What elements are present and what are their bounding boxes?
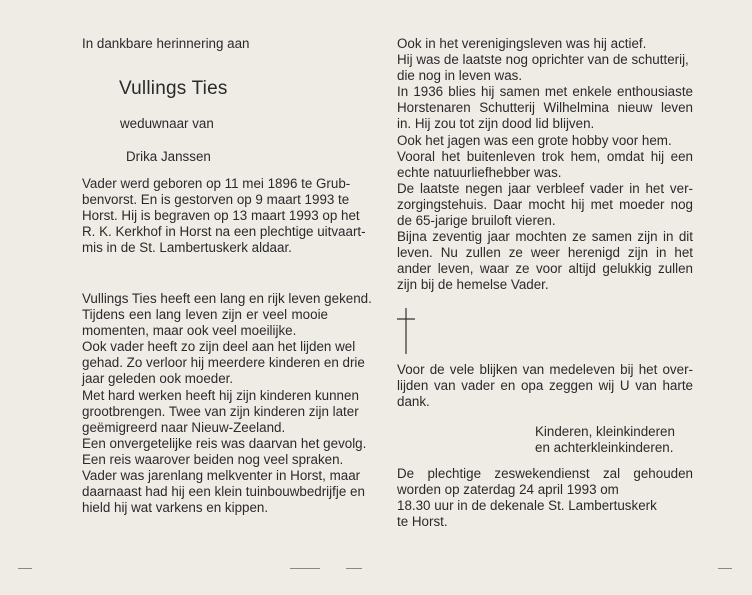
text-line: In 1936 blies hij samen met enkele enthousiaste xyxy=(397,84,693,100)
text-line: Horst. Hij is begraven op 13 maart 1993 op het xyxy=(82,208,360,224)
text-line: de 65-jarige bruiloft vieren. xyxy=(397,213,556,229)
text-line: die nog in leven was. xyxy=(397,68,523,84)
text-line: Bijna zeventig jaar mochten ze samen zijn in dit xyxy=(397,229,693,245)
spouse-name: Drika Janssen xyxy=(126,149,211,164)
text-line: Horstenaren Schutterij Wilhelmina nieuw leven xyxy=(397,100,693,116)
text-line: Ook in het verenigingsleven was hij actief. xyxy=(397,36,647,51)
text-line: momenten, maar ook veel moeilijke. xyxy=(82,323,297,339)
text-line: dank. xyxy=(397,394,430,410)
activities-paragraph xyxy=(397,36,693,294)
text-line: lijden van vader en opa zeggen wij U van harte xyxy=(397,378,693,394)
text-line: Vader werd geboren op 11 mei 1896 te Grub- xyxy=(82,176,351,191)
edge-mark xyxy=(18,568,32,569)
cross-icon xyxy=(396,308,416,354)
text-line: Tijdens een lang leven zijn er veel mooie xyxy=(82,307,328,323)
text-line: Met hard werken heeft hij zijn kinderen kunnen xyxy=(82,387,359,403)
intro-text: In dankbare herinnering aan xyxy=(82,36,250,51)
deceased-name: Vullings Ties xyxy=(119,78,228,99)
signature-block xyxy=(535,424,705,456)
text-line: 18.30 uur in de dekenale St. Lambertuskerk xyxy=(397,498,657,514)
text-line: in. Hij zou tot zijn dood lid blijven. xyxy=(397,116,595,132)
text-line: en achterkleinkinderen. xyxy=(535,440,674,456)
text-line: De laatste negen jaar verbleef vader in het ver- xyxy=(397,180,693,196)
text-line: De plechtige zeswekendienst zal gehouden xyxy=(397,466,693,481)
text-line: mis in de St. Lambertuskerk aldaar. xyxy=(82,240,292,256)
text-line: ander leven, waar ze voor altijd gelukkig zullen xyxy=(397,261,693,277)
text-line: Vader was jarenlang melkventer in Horst, maar xyxy=(82,468,361,484)
text-line: worden op zaterdag 24 april 1993 om xyxy=(397,482,619,498)
text-line: R. K. Kerkhof in Horst na een plechtige uitvaart- xyxy=(82,224,366,240)
text-line: zorgingstehuis. Daar mocht hij met moeder nog xyxy=(397,196,693,212)
text-line: Vullings Ties heeft een lang en rijk leven gekend. xyxy=(82,291,372,306)
biography-paragraph xyxy=(82,176,366,256)
text-line: grootbrengen. Twee van zijn kinderen zijn later xyxy=(82,403,359,419)
text-line: Ook het jagen was een grote hobby voor hem. xyxy=(397,132,672,148)
text-line: echte natuurliefhebber was. xyxy=(397,164,562,180)
text-line: jaar geleden ook moeder. xyxy=(82,371,234,387)
text-line: Hij was de laatste nog oprichter van de schutterij, xyxy=(397,52,689,68)
text-line: gehad. Zo verloor hij meerdere kinderen en drie xyxy=(82,355,365,371)
text-line: Voor de vele blijken van medeleven bij het over- xyxy=(397,362,693,377)
text-line: hield hij wat varkens en kippen. xyxy=(82,500,269,516)
text-line: te Horst. xyxy=(397,514,448,530)
text-line: Kinderen, kleinkinderen xyxy=(535,424,675,439)
thanks-paragraph xyxy=(397,362,693,410)
text-line: leven. Nu zullen ze weer herenigd zijn in het xyxy=(397,245,693,261)
text-line: zijn bij de hemelse Vader. xyxy=(397,277,549,293)
service-paragraph xyxy=(397,466,693,530)
text-line: Ook vader heeft zo zijn deel aan het lijden wel xyxy=(82,339,356,355)
text-line: benvorst. En is gestorven op 9 maart 1993 te xyxy=(82,192,350,208)
edge-mark xyxy=(290,568,320,569)
relation-text: weduwnaar van xyxy=(120,116,214,131)
text-line: Vooral het buitenleven trok hem, omdat hij een xyxy=(397,148,693,164)
text-line: Een onvergetelijke reis was daarvan het gevolg. xyxy=(82,435,367,451)
edge-mark xyxy=(346,568,362,569)
text-line: Een reis waarover beiden nog veel spraken. xyxy=(82,451,344,467)
text-line: geëmigreerd naar Nieuw-Zeeland. xyxy=(82,419,286,435)
life-paragraph xyxy=(82,291,372,516)
text-line: daarnaast had hij een klein tuinbouwbedrijfje en xyxy=(82,484,365,500)
edge-mark xyxy=(718,568,732,569)
